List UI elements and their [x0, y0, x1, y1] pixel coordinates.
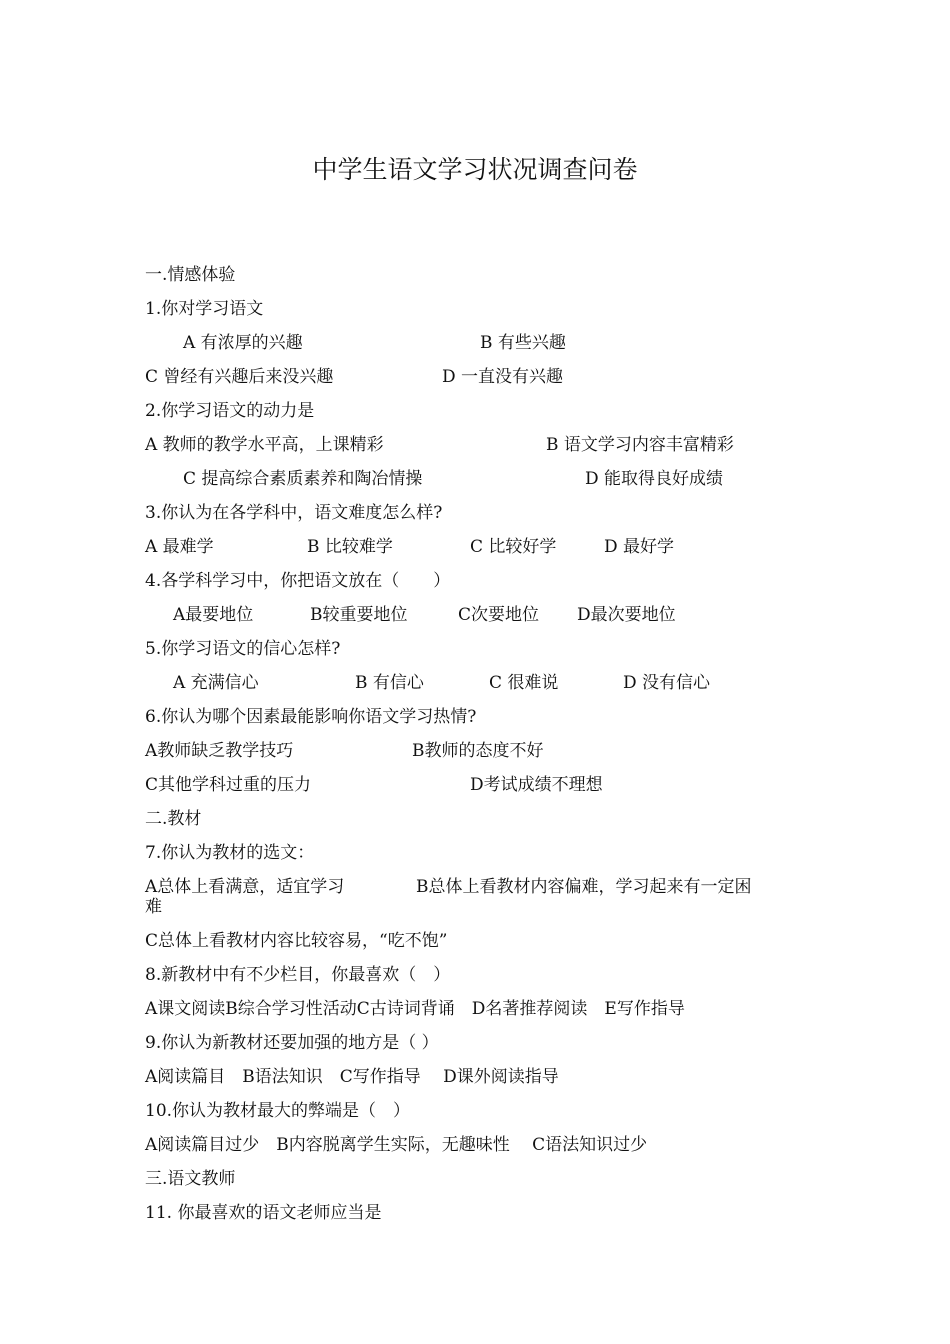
question-3: 3.你认为在各学科中，语文难度怎么样? — [145, 503, 443, 523]
option-5c: C 很难说 — [489, 673, 559, 693]
question-10: 10.你认为教材最大的弊端是（ ） — [145, 1101, 411, 1121]
question-7: 7.你认为教材的选文： — [145, 843, 315, 863]
option-5b: B 有信心 — [355, 673, 424, 693]
question-6: 6.你认为哪个因素最能影响你语文学习热情? — [145, 707, 477, 727]
option-3a: A 最难学 — [145, 537, 214, 557]
document-title: 中学生语文学习状况调查问卷 — [312, 155, 638, 184]
option-1a: A 有浓厚的兴趣 — [183, 333, 303, 353]
option-6b: B教师的态度不好 — [412, 741, 544, 761]
options-8: A课文阅读B综合学习性活动C古诗词背诵 D名著推荐阅读 E写作指导 — [145, 999, 685, 1019]
option-6a: A教师缺乏教学技巧 — [145, 741, 294, 761]
option-1b: B 有些兴趣 — [480, 333, 566, 353]
option-4b: B较重要地位 — [310, 605, 408, 625]
option-1c: C 曾经有兴趣后来没兴趣 — [145, 367, 334, 387]
option-3b: B 比较难学 — [307, 537, 393, 557]
option-5d: D 没有信心 — [623, 673, 711, 693]
option-7b: B总体上看教材内容偏难，学习起来有一定困 — [416, 877, 752, 897]
option-6d: D考试成绩不理想 — [470, 775, 603, 795]
question-8: 8.新教材中有不少栏目，你最喜欢（ ） — [145, 965, 451, 985]
question-11: 11. 你最喜欢的语文老师应当是 — [145, 1203, 382, 1223]
option-7a: A总体上看满意，适宜学习 — [145, 877, 345, 897]
option-6c: C其他学科过重的压力 — [145, 775, 312, 795]
option-4a: A最要地位 — [173, 605, 254, 625]
option-3d: D 最好学 — [604, 537, 675, 557]
question-2: 2.你学习语文的动力是 — [145, 401, 315, 421]
section-heading-2: 二.教材 — [145, 809, 202, 829]
section-heading-3: 三.语文教师 — [145, 1169, 236, 1189]
option-3c: C 比较好学 — [470, 537, 557, 557]
option-2a: A 教师的教学水平高，上课精彩 — [145, 435, 384, 455]
question-5: 5.你学习语文的信心怎样? — [145, 639, 341, 659]
question-1: 1.你对学习语文 — [145, 299, 264, 319]
section-heading-1: 一.情感体验 — [145, 265, 236, 285]
option-2d: D 能取得良好成绩 — [585, 469, 724, 489]
option-5a: A 充满信心 — [173, 673, 259, 693]
option-1d: D 一直没有兴趣 — [442, 367, 564, 387]
option-4d: D最次要地位 — [577, 605, 676, 625]
question-9: 9.你认为新教材还要加强的地方是（ ） — [145, 1033, 439, 1053]
options-10: A阅读篇目过少 B内容脱离学生实际，无趣味性 C语法知识过少 — [145, 1135, 648, 1155]
option-2b: B 语文学习内容丰富精彩 — [546, 435, 734, 455]
option-2c: C 提高综合素质素养和陶冶情操 — [183, 469, 423, 489]
option-4c: C次要地位 — [458, 605, 540, 625]
option-7b-continued: 难 — [145, 897, 162, 917]
question-4: 4.各学科学习中，你把语文放在（ ） — [145, 571, 451, 591]
options-9: A阅读篇目 B语法知识 C写作指导 D课外阅读指导 — [145, 1067, 559, 1087]
option-7c: C总体上看教材内容比较容易，“吃不饱” — [145, 931, 448, 951]
